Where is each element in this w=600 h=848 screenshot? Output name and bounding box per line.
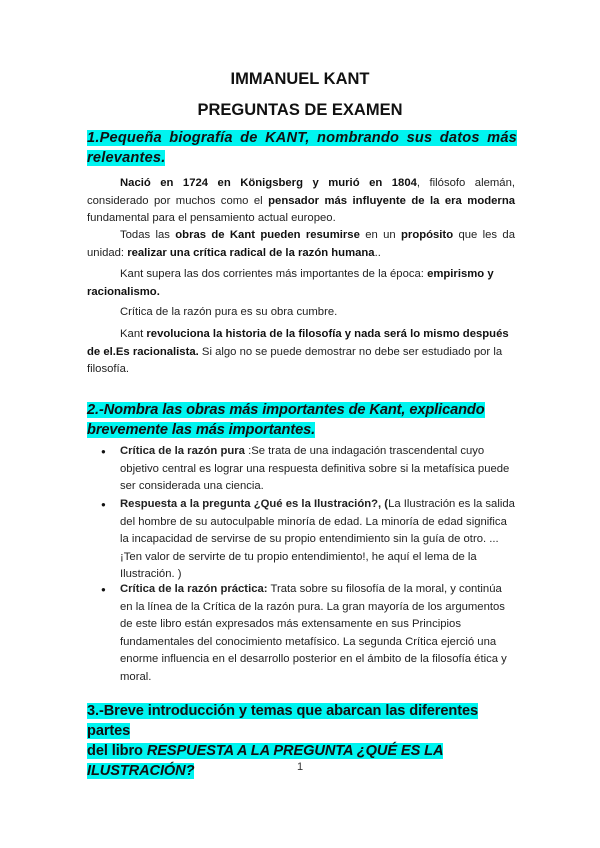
page-number: 1 bbox=[296, 761, 304, 773]
paragraph-revolution bbox=[87, 326, 515, 379]
p2-text-1: Todas las bbox=[120, 229, 176, 241]
works-list-item-2-wrapper bbox=[101, 496, 515, 584]
p2-bold-3: realizar una crítica radical de la razón humana bbox=[127, 246, 375, 259]
p5-bold-1: revoluciona la historia de la filosofía y nada será lo mismo después de el.Es racionalista. bbox=[87, 328, 509, 358]
section-2-heading bbox=[87, 400, 517, 440]
work-description: :Se trata de una indagación trascendental cuyo objetivo central es lograr una respuesta definitiva sobre si la metafísica puede ser considerada una ciencia. bbox=[120, 445, 510, 492]
list-item bbox=[101, 443, 515, 496]
section-1-heading bbox=[87, 128, 517, 168]
p5-text-2: Si algo no se puede demostrar no debe ser estudiado por la filosofía. bbox=[87, 345, 503, 375]
p5-text-1: Kant bbox=[120, 328, 147, 340]
section-1-heading-line-2: relevantes. bbox=[87, 150, 166, 166]
p2-bold-2: propósito bbox=[401, 229, 454, 241]
work-title-ilustracion: Respuesta a la pregunta ¿Qué es la Ilustración?, ( bbox=[120, 498, 389, 510]
section-2-heading-line-1: 2.-Nombra las obras más importantes de Kant, explicando bbox=[87, 402, 485, 418]
document-subtitle: PREGUNTAS DE EXAMEN bbox=[197, 101, 403, 119]
p1-bold-1: Nació en 1724 en Königsberg y murió en 1804 bbox=[120, 177, 417, 189]
section-3-heading-book-title: RESPUESTA A LA PREGUNTA ¿QUÉ ES LA ILUSTRACIÓN? bbox=[87, 743, 443, 779]
works-list-item-3-wrapper bbox=[101, 581, 515, 686]
paragraph-currents bbox=[87, 266, 515, 301]
list-item bbox=[101, 581, 515, 686]
p3-bold-1: empirismo y racionalismo. bbox=[87, 268, 494, 298]
p1-text-1: , filósofo alemán, considerado por muchos como el bbox=[87, 177, 515, 207]
paragraph-birth bbox=[87, 175, 515, 228]
section-3-heading-line-1: 3.-Breve introducción y temas que abarcan las diferentes partes bbox=[87, 703, 479, 739]
p4-text-1: Crítica de la razón pura es su obra cumbre. bbox=[120, 306, 338, 318]
paragraph-works-purpose bbox=[87, 227, 515, 262]
work-description: La Ilustración es la salida del hombre de su autoculpable minoría de edad. La minoría de edad significa la incapacidad de servirse de su propio entendimiento sin la guía de otro. ... ¡Ten valor de servirte de tu propio entendimiento!, he aquí el lema de la Ilustración. ) bbox=[120, 498, 515, 580]
works-list-item-1-wrapper bbox=[101, 443, 515, 496]
p2-bold-1: obras de Kant pueden resumirse bbox=[175, 229, 360, 241]
work-title-critica-razon-pura: Crítica de la razón pura bbox=[120, 445, 245, 457]
section-1-heading-line-1: 1.Pequeña biografía de KANT, nombrando sus datos más bbox=[87, 130, 517, 146]
section-3-heading-prefix: del libro bbox=[87, 743, 147, 759]
document-title: IMMANUEL KANT bbox=[230, 70, 370, 88]
p2-text-2: en un bbox=[359, 229, 402, 241]
section-2-heading-line-2: brevemente las más importantes. bbox=[87, 422, 316, 438]
work-title-critica-razon-practica: Crítica de la razón práctica: bbox=[120, 583, 268, 595]
p3-text-1: Kant supera las dos corrientes más importantes de la época: bbox=[120, 268, 428, 280]
p1-text-2: fundamental para el pensamiento actual europeo. bbox=[87, 212, 336, 224]
paragraph-masterpiece bbox=[87, 304, 515, 322]
p2-text-4: .. bbox=[374, 246, 381, 259]
p2-text-3: que les da unidad: bbox=[87, 229, 515, 259]
list-item bbox=[101, 496, 515, 584]
work-description: Trata sobre su filosofía de la moral, y continúa en la línea de la Crítica de la razón pura. La gran mayoría de los argumentos de este libro están expresados más extensamente en sus Principios fundamentales del conocimiento metafísico. La segunda Crítica ejerció una enorme influencia en el desarrollo posterior en el ámbito de la filosofía ética y moral. bbox=[120, 583, 507, 683]
p1-bold-2: pensador más influyente de la era moderna bbox=[268, 194, 515, 207]
